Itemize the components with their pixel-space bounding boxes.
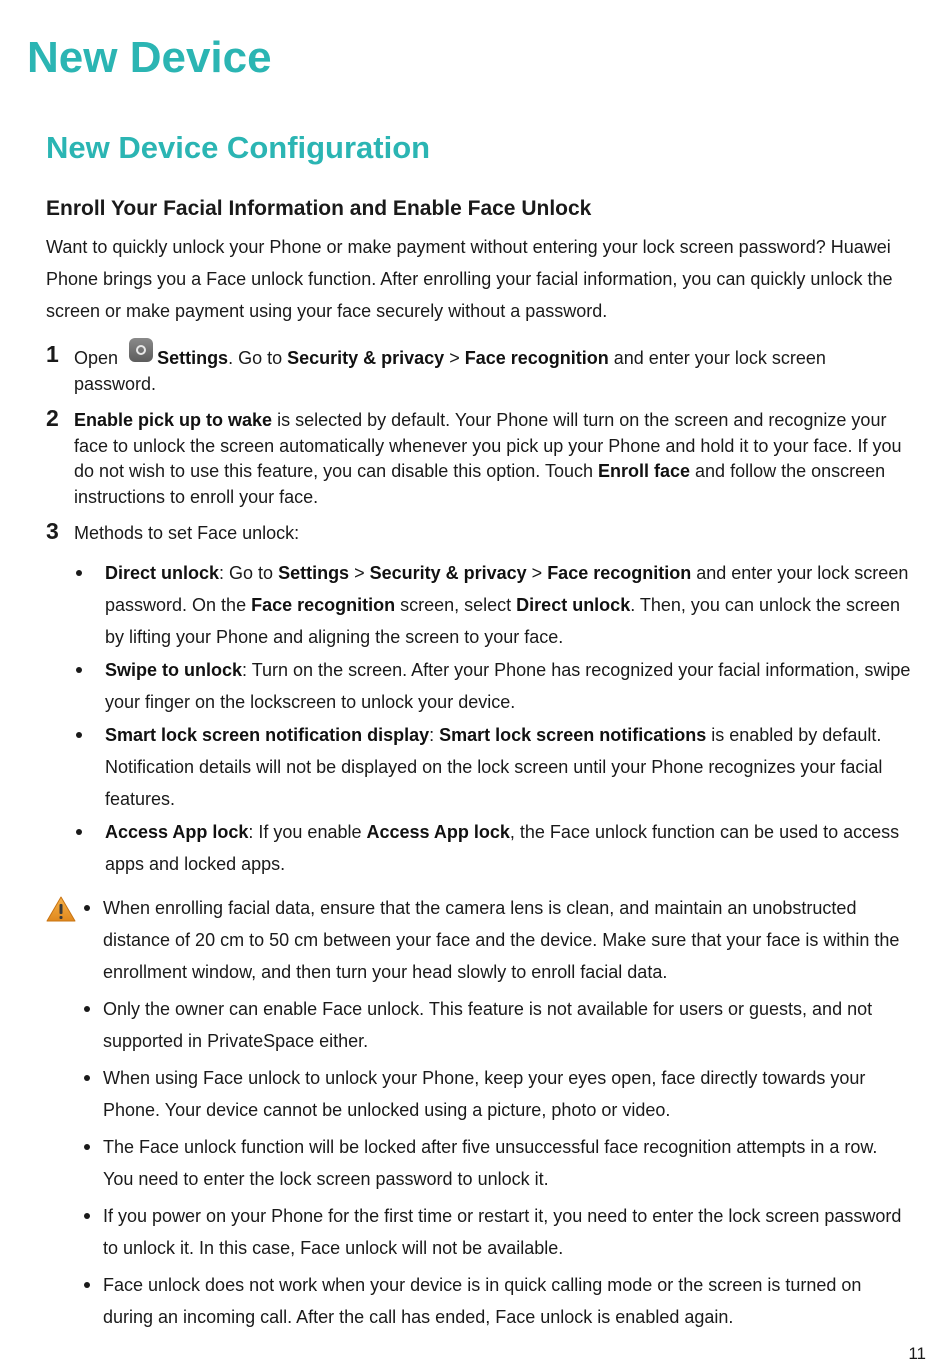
settings-label: Settings — [157, 348, 229, 368]
settings-icon — [129, 338, 153, 362]
note-item: The Face unlock function will be locked after five unsuccessful face recognition attempts in a row. You need to enter the lock screen password to unlock it. — [46, 1131, 912, 1195]
chapter-title: New Device — [27, 33, 272, 82]
intro-paragraph: Want to quickly unlock your Phone or make payment without entering your lock screen password? Huawei Phone brings you a Face unlock function. After enrolling your facial information, you can quickly unlock the screen or make payment using your face securely without a password. — [46, 237, 893, 321]
step-2: 2 Enable pick up to wake is selected by default. Your Phone will turn on the screen and recognize your face to unlock the screen automatically whenever you pick up your Phone and hold it to your face. If you do not wish to use this feature, you can disable this option. Touch Enroll face and follow the onscreen instructions to enroll your face. — [46, 405, 902, 507]
list-item: Access App lock: If you enable Access App lock, the Face unlock function can be used to access apps and locked apps. — [74, 816, 912, 880]
step-3: 3 Methods to set Face unlock: Direct unlock: Go to Settings > Security & privacy > Face recognition and enter your lock screen password. On the Face recognition screen, select Direct unlock. Then, you can unlock the screen by lifting your Phone and aligning the screen to your face. Swipe to unlock: Turn on the screen. After your Phone has recognized your facial information, swipe your finger on the lockscreen to unlock your device. Smart lock screen notification display: Smart lock screen notifications is enabled by default. Notification details will not be displayed on the lock screen until your Phone recognizes your facial features. Access App lock: If you enable Access App lock, the Face unlock function can be used to access apps and locked apps. — [46, 521, 912, 880]
step-1: 1 Open Settings. Go to Security & privacy > Face recognition and enter your lock screen password. — [46, 344, 912, 397]
note-item: Only the owner can enable Face unlock. This feature is not available for users or guests, and not supported in PrivateSpace either. — [46, 993, 912, 1057]
list-item: Smart lock screen notification display: Smart lock screen notifications is enabled by default. Notification details will not be displayed on the lock screen until your Phone recognizes your facial features. — [74, 719, 912, 815]
list-item: Swipe to unlock: Turn on the screen. After your Phone has recognized your facial information, swipe your finger on the lockscreen to unlock your device. — [74, 654, 912, 718]
notes-list — [46, 892, 912, 1333]
step-number: 3 — [46, 518, 59, 544]
note-item: Face unlock does not work when your device is in quick calling mode or the screen is turned on during an incoming call. After the call has ended, Face unlock is enabled again. — [46, 1269, 912, 1333]
note-item: When using Face unlock to unlock your Phone, keep your eyes open, face directly towards your Phone. Your device cannot be unlocked using a picture, photo or video. — [46, 1062, 912, 1126]
list-item: Direct unlock: Go to Settings > Security & privacy > Face recognition and enter your lock screen password. On the Face recognition screen, select Direct unlock. Then, you can unlock the screen by lifting your Phone and aligning the screen to your face. — [74, 557, 912, 653]
note-item: If you power on your Phone for the first time or restart it, you need to enter the lock screen password to unlock it. In this case, Face unlock will not be available. — [46, 1200, 912, 1264]
page-number: 11 — [908, 1344, 926, 1363]
steps-list — [46, 341, 912, 881]
step-number: 1 — [46, 341, 59, 367]
step-number: 2 — [46, 405, 59, 431]
subsection-title: Enroll Your Facial Information and Enable Face Unlock — [46, 197, 592, 220]
unlock-methods-list — [74, 557, 912, 880]
section-title: New Device Configuration — [46, 130, 431, 165]
note-item: When enrolling facial data, ensure that the camera lens is clean, and maintain an unobstructed distance of 20 cm to 50 cm between your face and the device. Make sure that your face is within the enrollment window, and then turn your head slowly to enroll facial data. — [46, 892, 912, 988]
notes-block — [46, 892, 912, 1338]
